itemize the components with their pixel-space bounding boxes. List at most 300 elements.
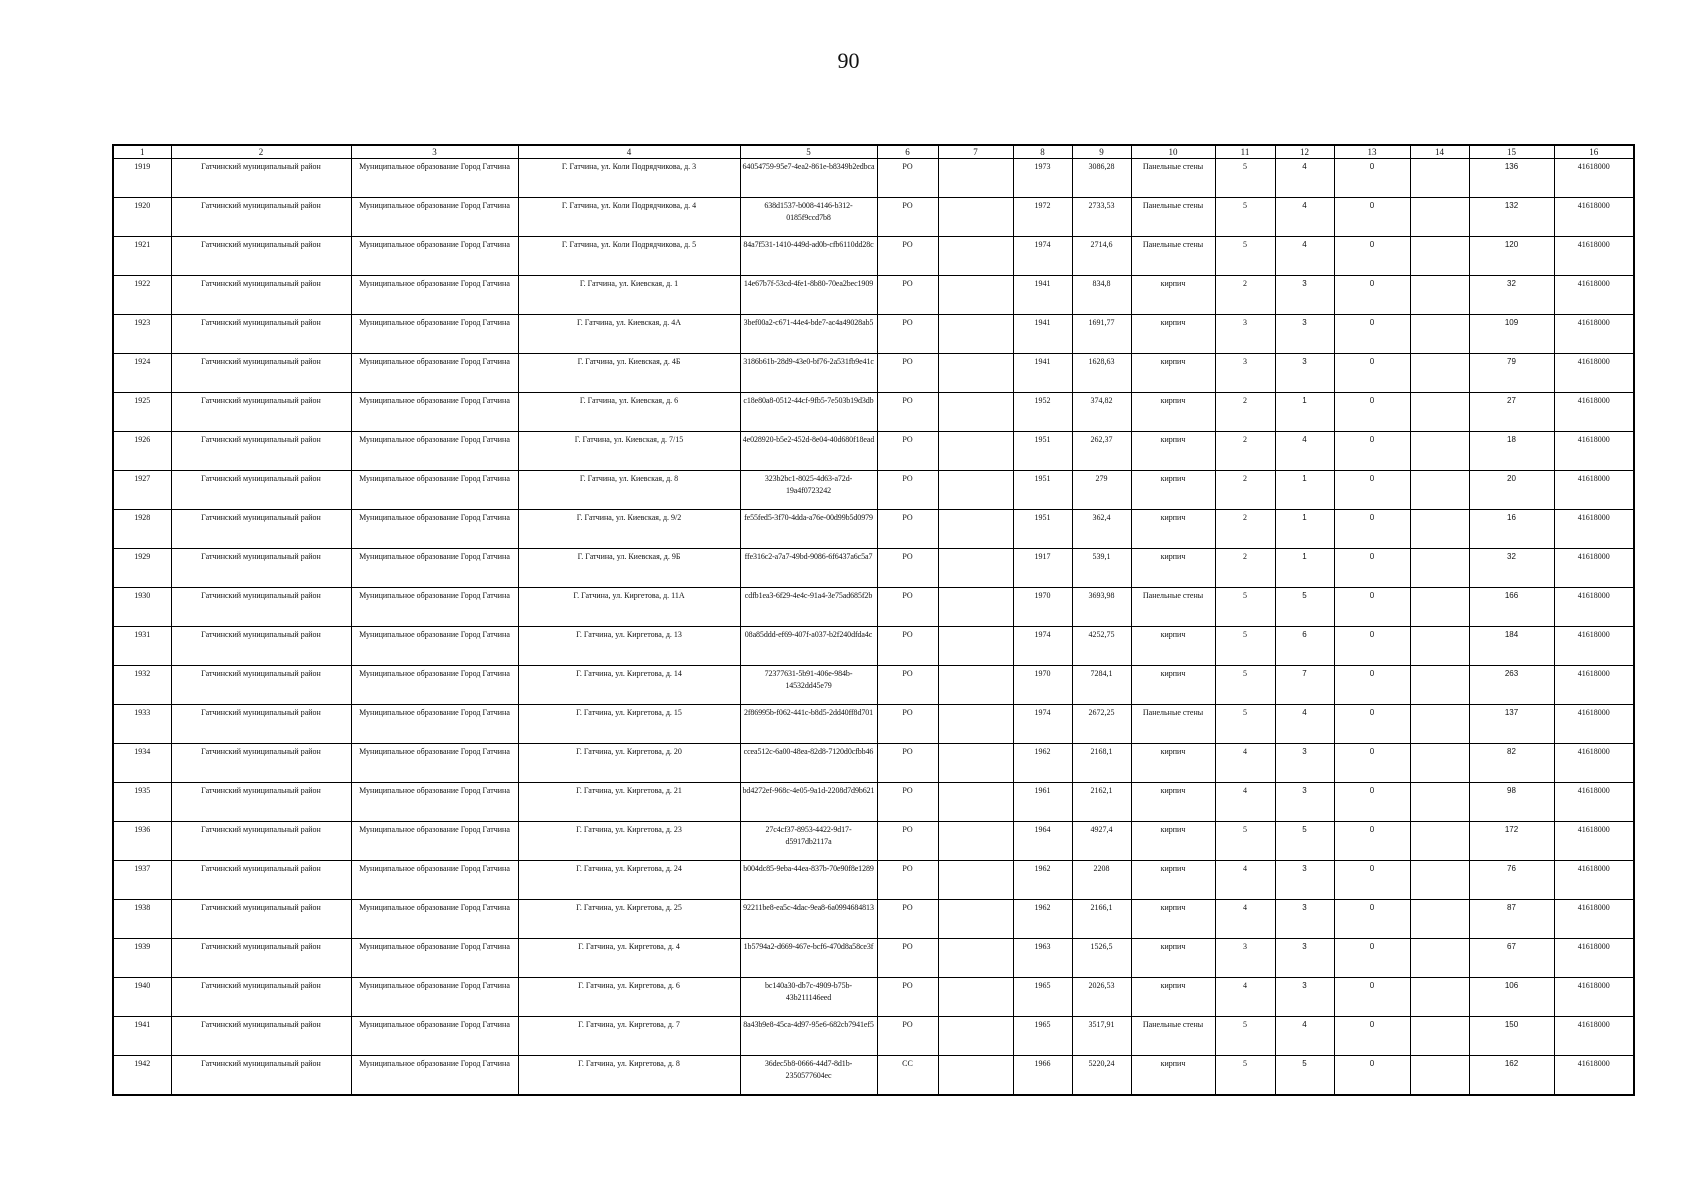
cell-col12: 1 bbox=[1275, 471, 1334, 510]
cell-col13: 0 bbox=[1334, 1056, 1410, 1095]
cell-col13: 0 bbox=[1334, 705, 1410, 744]
cell-municipality: Муниципальное образование Город Гатчина bbox=[351, 1056, 518, 1095]
cell-col7 bbox=[938, 783, 1013, 822]
cell-municipality: Муниципальное образование Город Гатчина bbox=[351, 276, 518, 315]
cell-district: Гатчинский муниципальный район bbox=[171, 744, 351, 783]
cell-col13: 0 bbox=[1334, 822, 1410, 861]
cell-col7 bbox=[938, 432, 1013, 471]
cell-oktmo: 41618000 bbox=[1554, 666, 1634, 705]
cell-type: РО bbox=[877, 237, 938, 276]
cell-area: 2166,1 bbox=[1072, 900, 1131, 939]
cell-oktmo: 41618000 bbox=[1554, 705, 1634, 744]
cell-type: РО bbox=[877, 510, 938, 549]
cell-col14 bbox=[1410, 822, 1469, 861]
column-header-6: 6 bbox=[877, 145, 938, 159]
cell-col13: 0 bbox=[1334, 549, 1410, 588]
cell-municipality: Муниципальное образование Город Гатчина bbox=[351, 627, 518, 666]
cell-col12: 3 bbox=[1275, 783, 1334, 822]
cell-year: 1951 bbox=[1013, 432, 1072, 471]
cell-col14 bbox=[1410, 198, 1469, 237]
cell-col12: 4 bbox=[1275, 705, 1334, 744]
cell-municipality: Муниципальное образование Город Гатчина bbox=[351, 198, 518, 237]
cell-district: Гатчинский муниципальный район bbox=[171, 588, 351, 627]
cell-col12: 4 bbox=[1275, 237, 1334, 276]
cell-municipality: Муниципальное образование Город Гатчина bbox=[351, 1017, 518, 1056]
cell-oktmo: 41618000 bbox=[1554, 939, 1634, 978]
cell-col7 bbox=[938, 354, 1013, 393]
cell-col7 bbox=[938, 822, 1013, 861]
cell-address: Г. Гатчина, ул. Киргетова, д. 4 bbox=[518, 939, 740, 978]
cell-col7 bbox=[938, 588, 1013, 627]
cell-address: Г. Гатчина, ул. Киевская, д. 1 bbox=[518, 276, 740, 315]
cell-house-uid: 8a43b9e8-45ca-4d97-95e6-682cb7941ef5 bbox=[740, 1017, 877, 1056]
cell-year: 1974 bbox=[1013, 627, 1072, 666]
cell-floors: 5 bbox=[1215, 237, 1275, 276]
cell-col12: 5 bbox=[1275, 822, 1334, 861]
housing-registry-table bbox=[112, 144, 1635, 1096]
cell-floors: 4 bbox=[1215, 783, 1275, 822]
cell-district: Гатчинский муниципальный район bbox=[171, 159, 351, 198]
cell-address: Г. Гатчина, ул. Киргетова, д. 15 bbox=[518, 705, 740, 744]
cell-col7 bbox=[938, 627, 1013, 666]
cell-col7 bbox=[938, 744, 1013, 783]
cell-col14 bbox=[1410, 510, 1469, 549]
cell-address: Г. Гатчина, ул. Киргетова, д. 7 bbox=[518, 1017, 740, 1056]
cell-type: РО bbox=[877, 471, 938, 510]
cell-house-uid: fe55fed5-3f70-4dda-a76e-00d99b5d0979 bbox=[740, 510, 877, 549]
cell-district: Гатчинский муниципальный район bbox=[171, 432, 351, 471]
cell-area: 362,4 bbox=[1072, 510, 1131, 549]
cell-year: 1941 bbox=[1013, 276, 1072, 315]
column-number-header-row bbox=[113, 145, 1634, 159]
cell-col7 bbox=[938, 159, 1013, 198]
cell-address: Г. Гатчина, ул. Коли Подрядчикова, д. 3 bbox=[518, 159, 740, 198]
cell-area: 3693,98 bbox=[1072, 588, 1131, 627]
cell-district: Гатчинский муниципальный район bbox=[171, 549, 351, 588]
cell-municipality: Муниципальное образование Город Гатчина bbox=[351, 471, 518, 510]
cell-col13: 0 bbox=[1334, 627, 1410, 666]
cell-district: Гатчинский муниципальный район bbox=[171, 354, 351, 393]
cell-year: 1970 bbox=[1013, 588, 1072, 627]
cell-year: 1966 bbox=[1013, 1056, 1072, 1095]
table-row bbox=[113, 588, 1634, 627]
cell-year: 1970 bbox=[1013, 666, 1072, 705]
cell-col13: 0 bbox=[1334, 198, 1410, 237]
cell-col12: 4 bbox=[1275, 198, 1334, 237]
cell-type: РО bbox=[877, 159, 938, 198]
cell-row-number: 1933 bbox=[113, 705, 171, 744]
table-row bbox=[113, 549, 1634, 588]
cell-municipality: Муниципальное образование Город Гатчина bbox=[351, 432, 518, 471]
cell-residents: 136 bbox=[1469, 159, 1554, 198]
cell-wall-material: Панельные стены bbox=[1131, 198, 1215, 237]
cell-district: Гатчинский муниципальный район bbox=[171, 939, 351, 978]
cell-col7 bbox=[938, 393, 1013, 432]
cell-residents: 109 bbox=[1469, 315, 1554, 354]
cell-col13: 0 bbox=[1334, 354, 1410, 393]
cell-area: 3517,91 bbox=[1072, 1017, 1131, 1056]
cell-year: 1962 bbox=[1013, 900, 1072, 939]
table-row bbox=[113, 783, 1634, 822]
cell-col13: 0 bbox=[1334, 666, 1410, 705]
cell-col7 bbox=[938, 939, 1013, 978]
column-header-8: 8 bbox=[1013, 145, 1072, 159]
cell-district: Гатчинский муниципальный район bbox=[171, 861, 351, 900]
cell-row-number: 1935 bbox=[113, 783, 171, 822]
cell-col7 bbox=[938, 666, 1013, 705]
cell-address: Г. Гатчина, ул. Киргетова, д. 14 bbox=[518, 666, 740, 705]
cell-address: Г. Гатчина, ул. Киевская, д. 4А bbox=[518, 315, 740, 354]
cell-col12: 1 bbox=[1275, 510, 1334, 549]
cell-col12: 3 bbox=[1275, 939, 1334, 978]
cell-type: РО bbox=[877, 666, 938, 705]
cell-oktmo: 41618000 bbox=[1554, 276, 1634, 315]
cell-col13: 0 bbox=[1334, 471, 1410, 510]
cell-residents: 32 bbox=[1469, 549, 1554, 588]
cell-col14 bbox=[1410, 159, 1469, 198]
cell-type: РО bbox=[877, 354, 938, 393]
cell-floors: 2 bbox=[1215, 549, 1275, 588]
cell-col12: 3 bbox=[1275, 978, 1334, 1017]
cell-floors: 5 bbox=[1215, 627, 1275, 666]
cell-area: 3086,28 bbox=[1072, 159, 1131, 198]
cell-residents: 132 bbox=[1469, 198, 1554, 237]
cell-year: 1973 bbox=[1013, 159, 1072, 198]
cell-wall-material: кирпич bbox=[1131, 471, 1215, 510]
cell-floors: 5 bbox=[1215, 705, 1275, 744]
cell-house-uid: 84a7f531-1410-449d-ad0b-cfb6110dd28c bbox=[740, 237, 877, 276]
cell-residents: 98 bbox=[1469, 783, 1554, 822]
table-row bbox=[113, 354, 1634, 393]
cell-oktmo: 41618000 bbox=[1554, 315, 1634, 354]
cell-col7 bbox=[938, 510, 1013, 549]
cell-municipality: Муниципальное образование Город Гатчина bbox=[351, 939, 518, 978]
cell-district: Гатчинский муниципальный район bbox=[171, 627, 351, 666]
cell-col12: 5 bbox=[1275, 1056, 1334, 1095]
cell-municipality: Муниципальное образование Город Гатчина bbox=[351, 900, 518, 939]
table-row bbox=[113, 510, 1634, 549]
column-header-9: 9 bbox=[1072, 145, 1131, 159]
cell-district: Гатчинский муниципальный район bbox=[171, 666, 351, 705]
cell-residents: 120 bbox=[1469, 237, 1554, 276]
table-row bbox=[113, 900, 1634, 939]
cell-house-uid: 14e67b7f-53cd-4fe1-8b80-70ea2bec1909 bbox=[740, 276, 877, 315]
cell-wall-material: кирпич bbox=[1131, 393, 1215, 432]
cell-col13: 0 bbox=[1334, 900, 1410, 939]
column-header-12: 12 bbox=[1275, 145, 1334, 159]
cell-address: Г. Гатчина, ул. Коли Подрядчикова, д. 5 bbox=[518, 237, 740, 276]
cell-residents: 32 bbox=[1469, 276, 1554, 315]
cell-oktmo: 41618000 bbox=[1554, 549, 1634, 588]
cell-district: Гатчинский муниципальный район bbox=[171, 1056, 351, 1095]
cell-residents: 79 bbox=[1469, 354, 1554, 393]
cell-address: Г. Гатчина, ул. Киевская, д. 6 bbox=[518, 393, 740, 432]
cell-col12: 3 bbox=[1275, 315, 1334, 354]
cell-col12: 4 bbox=[1275, 432, 1334, 471]
cell-col12: 3 bbox=[1275, 744, 1334, 783]
cell-row-number: 1920 bbox=[113, 198, 171, 237]
cell-floors: 2 bbox=[1215, 432, 1275, 471]
cell-wall-material: кирпич bbox=[1131, 1056, 1215, 1095]
cell-wall-material: кирпич bbox=[1131, 900, 1215, 939]
cell-area: 2162,1 bbox=[1072, 783, 1131, 822]
cell-municipality: Муниципальное образование Город Гатчина bbox=[351, 315, 518, 354]
column-header-16: 16 bbox=[1554, 145, 1634, 159]
cell-area: 2208 bbox=[1072, 861, 1131, 900]
cell-type: РО bbox=[877, 588, 938, 627]
cell-municipality: Муниципальное образование Город Гатчина bbox=[351, 354, 518, 393]
cell-floors: 3 bbox=[1215, 315, 1275, 354]
cell-wall-material: Панельные стены bbox=[1131, 705, 1215, 744]
cell-wall-material: кирпич bbox=[1131, 510, 1215, 549]
cell-address: Г. Гатчина, ул. Киевская, д. 8 bbox=[518, 471, 740, 510]
table-row bbox=[113, 432, 1634, 471]
cell-col7 bbox=[938, 471, 1013, 510]
cell-type: РО bbox=[877, 783, 938, 822]
cell-house-uid: 638d1537-b008-4146-b312-0185f9ccd7b8 bbox=[740, 198, 877, 237]
cell-row-number: 1941 bbox=[113, 1017, 171, 1056]
cell-floors: 3 bbox=[1215, 939, 1275, 978]
cell-row-number: 1923 bbox=[113, 315, 171, 354]
cell-house-uid: 36dec5b8-0666-44d7-8d1b-2350577604ec bbox=[740, 1056, 877, 1095]
cell-wall-material: кирпич bbox=[1131, 978, 1215, 1017]
cell-year: 1961 bbox=[1013, 783, 1072, 822]
cell-address: Г. Гатчина, ул. Киргетова, д. 6 bbox=[518, 978, 740, 1017]
cell-residents: 166 bbox=[1469, 588, 1554, 627]
cell-district: Гатчинский муниципальный район bbox=[171, 822, 351, 861]
cell-wall-material: кирпич bbox=[1131, 627, 1215, 666]
cell-district: Гатчинский муниципальный район bbox=[171, 276, 351, 315]
cell-col12: 4 bbox=[1275, 159, 1334, 198]
cell-oktmo: 41618000 bbox=[1554, 861, 1634, 900]
cell-residents: 27 bbox=[1469, 393, 1554, 432]
cell-house-uid: 4e028920-b5e2-452d-8e04-40d680f18ead bbox=[740, 432, 877, 471]
column-header-15: 15 bbox=[1469, 145, 1554, 159]
cell-municipality: Муниципальное образование Город Гатчина bbox=[351, 159, 518, 198]
cell-col12: 3 bbox=[1275, 900, 1334, 939]
cell-col12: 1 bbox=[1275, 393, 1334, 432]
cell-type: РО bbox=[877, 198, 938, 237]
cell-district: Гатчинский муниципальный район bbox=[171, 237, 351, 276]
cell-house-uid: 08a85ddd-ef69-407f-a037-b2f240dfda4c bbox=[740, 627, 877, 666]
cell-year: 1974 bbox=[1013, 237, 1072, 276]
cell-area: 2026,53 bbox=[1072, 978, 1131, 1017]
cell-col14 bbox=[1410, 861, 1469, 900]
cell-col12: 5 bbox=[1275, 588, 1334, 627]
table-row bbox=[113, 315, 1634, 354]
cell-area: 4927,4 bbox=[1072, 822, 1131, 861]
cell-col12: 1 bbox=[1275, 549, 1334, 588]
cell-wall-material: кирпич bbox=[1131, 939, 1215, 978]
cell-year: 1965 bbox=[1013, 1017, 1072, 1056]
table-row bbox=[113, 939, 1634, 978]
cell-address: Г. Гатчина, ул. Киргетова, д. 20 bbox=[518, 744, 740, 783]
cell-col14 bbox=[1410, 276, 1469, 315]
cell-house-uid: bd4272ef-968c-4e05-9a1d-2208d7d9b621 bbox=[740, 783, 877, 822]
cell-area: 262,37 bbox=[1072, 432, 1131, 471]
cell-row-number: 1924 bbox=[113, 354, 171, 393]
cell-wall-material: кирпич bbox=[1131, 315, 1215, 354]
cell-oktmo: 41618000 bbox=[1554, 744, 1634, 783]
cell-wall-material: кирпич bbox=[1131, 354, 1215, 393]
cell-district: Гатчинский муниципальный район bbox=[171, 198, 351, 237]
cell-col12: 3 bbox=[1275, 276, 1334, 315]
cell-district: Гатчинский муниципальный район bbox=[171, 471, 351, 510]
cell-row-number: 1938 bbox=[113, 900, 171, 939]
cell-type: РО bbox=[877, 627, 938, 666]
cell-row-number: 1930 bbox=[113, 588, 171, 627]
cell-municipality: Муниципальное образование Город Гатчина bbox=[351, 393, 518, 432]
cell-wall-material: Панельные стены bbox=[1131, 588, 1215, 627]
cell-col13: 0 bbox=[1334, 237, 1410, 276]
cell-house-uid: ccea512c-6a00-48ea-82d8-7120d0cfbb46 bbox=[740, 744, 877, 783]
cell-floors: 5 bbox=[1215, 1017, 1275, 1056]
cell-residents: 263 bbox=[1469, 666, 1554, 705]
cell-row-number: 1928 bbox=[113, 510, 171, 549]
cell-residents: 82 bbox=[1469, 744, 1554, 783]
cell-address: Г. Гатчина, ул. Киевская, д. 9/2 bbox=[518, 510, 740, 549]
cell-residents: 20 bbox=[1469, 471, 1554, 510]
cell-floors: 3 bbox=[1215, 354, 1275, 393]
cell-oktmo: 41618000 bbox=[1554, 1056, 1634, 1095]
cell-col14 bbox=[1410, 705, 1469, 744]
cell-type: РО bbox=[877, 744, 938, 783]
cell-col14 bbox=[1410, 237, 1469, 276]
cell-year: 1962 bbox=[1013, 744, 1072, 783]
table-row bbox=[113, 822, 1634, 861]
cell-address: Г. Гатчина, ул. Киргетова, д. 23 bbox=[518, 822, 740, 861]
cell-house-uid: 3186b61b-28d9-43e0-bf76-2a531fb9e41c bbox=[740, 354, 877, 393]
cell-col14 bbox=[1410, 549, 1469, 588]
cell-oktmo: 41618000 bbox=[1554, 588, 1634, 627]
cell-area: 4252,75 bbox=[1072, 627, 1131, 666]
cell-residents: 87 bbox=[1469, 900, 1554, 939]
cell-col14 bbox=[1410, 627, 1469, 666]
cell-row-number: 1940 bbox=[113, 978, 171, 1017]
cell-oktmo: 41618000 bbox=[1554, 393, 1634, 432]
cell-municipality: Муниципальное образование Город Гатчина bbox=[351, 978, 518, 1017]
cell-floors: 5 bbox=[1215, 588, 1275, 627]
cell-address: Г. Гатчина, ул. Киргетова, д. 13 bbox=[518, 627, 740, 666]
cell-type: РО bbox=[877, 939, 938, 978]
cell-col14 bbox=[1410, 900, 1469, 939]
cell-col7 bbox=[938, 900, 1013, 939]
cell-address: Г. Гатчина, ул. Киргетова, д. 21 bbox=[518, 783, 740, 822]
cell-house-uid: 92211be8-ea5c-4dac-9ea8-6a0994684813 bbox=[740, 900, 877, 939]
cell-area: 2714,6 bbox=[1072, 237, 1131, 276]
cell-col13: 0 bbox=[1334, 588, 1410, 627]
column-header-14: 14 bbox=[1410, 145, 1469, 159]
cell-oktmo: 41618000 bbox=[1554, 510, 1634, 549]
cell-year: 1917 bbox=[1013, 549, 1072, 588]
cell-row-number: 1925 bbox=[113, 393, 171, 432]
cell-col7 bbox=[938, 705, 1013, 744]
cell-oktmo: 41618000 bbox=[1554, 900, 1634, 939]
cell-house-uid: bc140a30-db7c-4909-b75b-43b211146eed bbox=[740, 978, 877, 1017]
cell-col13: 0 bbox=[1334, 159, 1410, 198]
cell-col14 bbox=[1410, 978, 1469, 1017]
cell-area: 279 bbox=[1072, 471, 1131, 510]
cell-district: Гатчинский муниципальный район bbox=[171, 315, 351, 354]
cell-floors: 4 bbox=[1215, 900, 1275, 939]
cell-row-number: 1927 bbox=[113, 471, 171, 510]
cell-col13: 0 bbox=[1334, 939, 1410, 978]
cell-type: РО bbox=[877, 1017, 938, 1056]
cell-oktmo: 41618000 bbox=[1554, 783, 1634, 822]
cell-row-number: 1934 bbox=[113, 744, 171, 783]
cell-floors: 5 bbox=[1215, 666, 1275, 705]
cell-type: РО bbox=[877, 822, 938, 861]
cell-floors: 2 bbox=[1215, 393, 1275, 432]
table-row bbox=[113, 393, 1634, 432]
cell-col14 bbox=[1410, 471, 1469, 510]
cell-residents: 67 bbox=[1469, 939, 1554, 978]
table-row bbox=[113, 1056, 1634, 1095]
cell-type: РО bbox=[877, 861, 938, 900]
cell-house-uid: 64054759-95e7-4ea2-861e-b8349b2edbca bbox=[740, 159, 877, 198]
cell-address: Г. Гатчина, ул. Киргетова, д. 24 bbox=[518, 861, 740, 900]
cell-col12: 3 bbox=[1275, 354, 1334, 393]
table-row bbox=[113, 198, 1634, 237]
cell-col13: 0 bbox=[1334, 393, 1410, 432]
column-header-2: 2 bbox=[171, 145, 351, 159]
cell-year: 1974 bbox=[1013, 705, 1072, 744]
cell-residents: 106 bbox=[1469, 978, 1554, 1017]
cell-residents: 184 bbox=[1469, 627, 1554, 666]
cell-year: 1951 bbox=[1013, 510, 1072, 549]
cell-col14 bbox=[1410, 744, 1469, 783]
cell-row-number: 1922 bbox=[113, 276, 171, 315]
cell-floors: 2 bbox=[1215, 510, 1275, 549]
cell-oktmo: 41618000 bbox=[1554, 471, 1634, 510]
cell-residents: 18 bbox=[1469, 432, 1554, 471]
cell-col7 bbox=[938, 276, 1013, 315]
cell-municipality: Муниципальное образование Город Гатчина bbox=[351, 588, 518, 627]
cell-residents: 76 bbox=[1469, 861, 1554, 900]
cell-col7 bbox=[938, 978, 1013, 1017]
cell-col13: 0 bbox=[1334, 276, 1410, 315]
cell-type: РО bbox=[877, 393, 938, 432]
cell-oktmo: 41618000 bbox=[1554, 354, 1634, 393]
cell-col14 bbox=[1410, 393, 1469, 432]
cell-year: 1972 bbox=[1013, 198, 1072, 237]
cell-oktmo: 41618000 bbox=[1554, 432, 1634, 471]
cell-type: СС bbox=[877, 1056, 938, 1095]
cell-col13: 0 bbox=[1334, 315, 1410, 354]
cell-col13: 0 bbox=[1334, 978, 1410, 1017]
cell-oktmo: 41618000 bbox=[1554, 1017, 1634, 1056]
cell-col13: 0 bbox=[1334, 861, 1410, 900]
cell-floors: 4 bbox=[1215, 744, 1275, 783]
cell-floors: 5 bbox=[1215, 822, 1275, 861]
table-row bbox=[113, 237, 1634, 276]
cell-col7 bbox=[938, 198, 1013, 237]
cell-year: 1962 bbox=[1013, 861, 1072, 900]
table-row bbox=[113, 666, 1634, 705]
column-header-3: 3 bbox=[351, 145, 518, 159]
table-row bbox=[113, 705, 1634, 744]
cell-col14 bbox=[1410, 939, 1469, 978]
cell-house-uid: c18e80a8-0512-44cf-9fb5-7e503b19d3db bbox=[740, 393, 877, 432]
cell-year: 1941 bbox=[1013, 315, 1072, 354]
cell-municipality: Муниципальное образование Город Гатчина bbox=[351, 744, 518, 783]
cell-area: 5220,24 bbox=[1072, 1056, 1131, 1095]
cell-residents: 16 bbox=[1469, 510, 1554, 549]
cell-col7 bbox=[938, 1017, 1013, 1056]
cell-col14 bbox=[1410, 1017, 1469, 1056]
cell-floors: 5 bbox=[1215, 159, 1275, 198]
cell-oktmo: 41618000 bbox=[1554, 627, 1634, 666]
